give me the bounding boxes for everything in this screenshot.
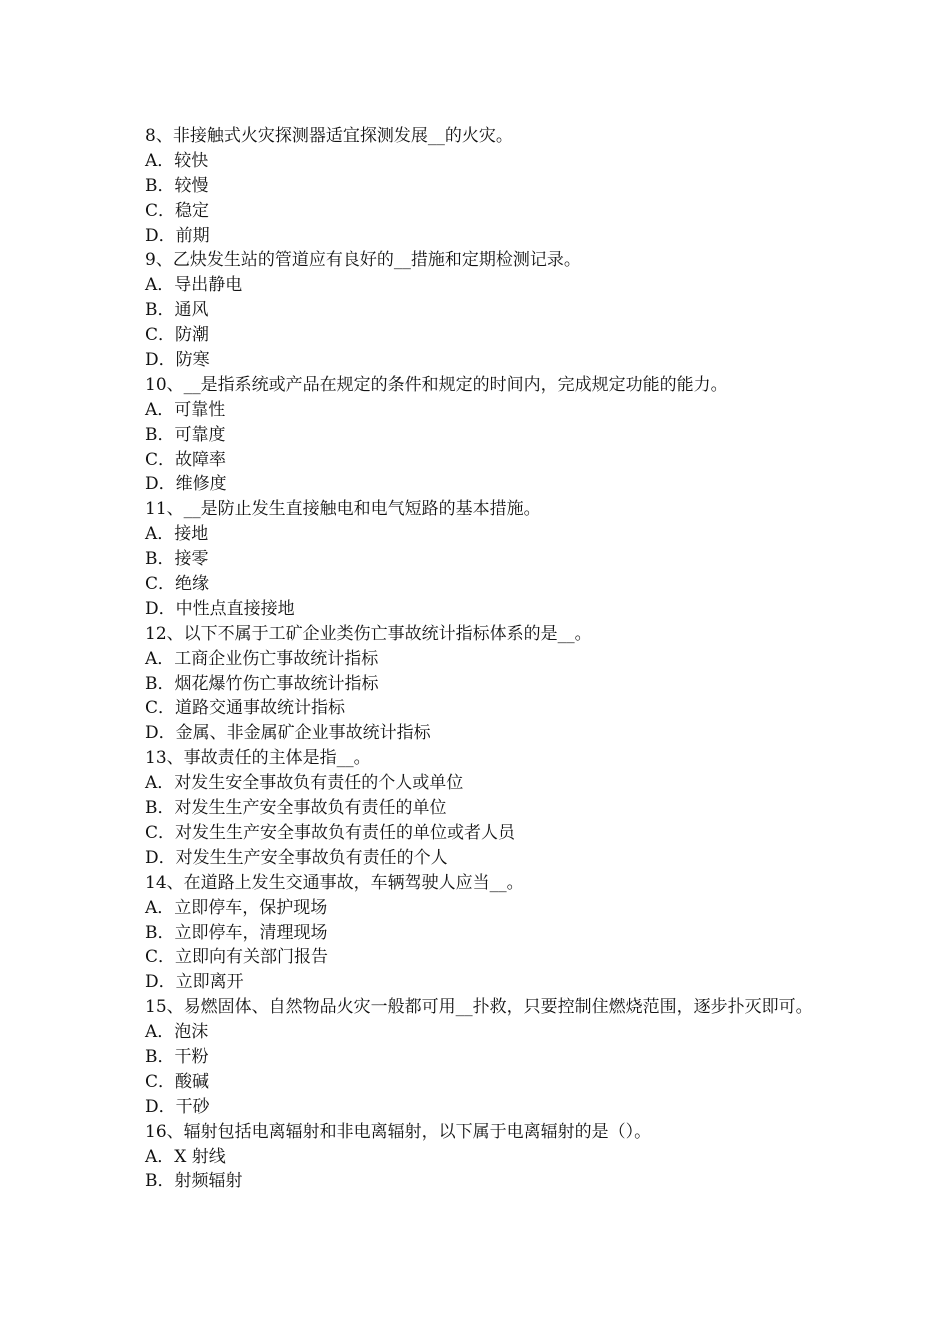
question-15 xyxy=(145,995,813,1119)
option-a: A．导出静电 xyxy=(145,275,243,296)
question-16 xyxy=(145,1120,813,1195)
question-stem: 14、在道路上发生交通事故，车辆驾驶人应当__。 xyxy=(145,872,524,893)
option-c: C．稳定 xyxy=(145,200,210,221)
question-list xyxy=(145,124,813,1194)
option-d: D．前期 xyxy=(145,225,210,246)
option-d: D．金属、非金属矿企业事故统计指标 xyxy=(145,723,431,744)
option-d: D．立即离开 xyxy=(145,972,244,993)
option-a: A．立即停车，保护现场 xyxy=(145,897,328,918)
option-c: C．故障率 xyxy=(145,449,227,470)
option-d: D．干砂 xyxy=(145,1096,210,1117)
option-c: C．绝缘 xyxy=(145,574,210,595)
option-b: B．通风 xyxy=(145,300,209,321)
option-d: D．防寒 xyxy=(145,350,210,371)
option-b: B．立即停车，清理现场 xyxy=(145,922,328,943)
option-a: A．对发生安全事故负有责任的个人或单位 xyxy=(145,773,464,794)
option-d: D．中性点直接接地 xyxy=(145,598,295,619)
question-14 xyxy=(145,871,813,995)
question-11 xyxy=(145,497,813,621)
option-b: B．干粉 xyxy=(145,1046,209,1067)
question-8 xyxy=(145,124,813,248)
option-c: C．防潮 xyxy=(145,325,210,346)
option-d: D．对发生生产安全事故负有责任的个人 xyxy=(145,847,448,868)
question-stem: 15、易燃固体、自然物品火灾一般都可用__扑救，只要控制住燃烧范围，逐步扑灭即可。 xyxy=(145,997,813,1018)
question-stem: 10、__是指系统或产品在规定的条件和规定的时间内，完成规定功能的能力。 xyxy=(145,374,728,395)
question-stem: 9、乙炔发生站的管道应有良好的__措施和定期检测记录。 xyxy=(145,250,581,271)
option-a: A．工商企业伤亡事故统计指标 xyxy=(145,648,379,669)
option-a: A．接地 xyxy=(145,524,209,545)
question-stem: 16、辐射包括电离辐射和非电离辐射，以下属于电离辐射的是（）。 xyxy=(145,1121,652,1142)
question-12 xyxy=(145,622,813,746)
option-b: B．对发生生产安全事故负有责任的单位 xyxy=(145,798,447,819)
option-a: A．泡沫 xyxy=(145,1022,209,1043)
option-a: A．可靠性 xyxy=(145,399,226,420)
option-c: C．立即向有关部门报告 xyxy=(145,947,329,968)
question-stem: 12、以下不属于工矿企业类伤亡事故统计指标体系的是__。 xyxy=(145,623,592,644)
option-b: B．较慢 xyxy=(145,175,209,196)
option-c: C．酸碱 xyxy=(145,1071,210,1092)
option-c: C．对发生生产安全事故负有责任的单位或者人员 xyxy=(145,822,516,843)
question-stem: 13、事故责任的主体是指__。 xyxy=(145,748,371,769)
option-a: A．较快 xyxy=(145,150,209,171)
option-b: B．可靠度 xyxy=(145,424,226,445)
question-13 xyxy=(145,746,813,870)
option-d: D．维修度 xyxy=(145,474,227,495)
option-a: A．X 射线 xyxy=(145,1146,226,1167)
option-b: B．烟花爆竹伤亡事故统计指标 xyxy=(145,673,379,694)
option-b: B．射频辐射 xyxy=(145,1171,243,1192)
option-c: C．道路交通事故统计指标 xyxy=(145,698,346,719)
question-stem: 11、__是防止发生直接触电和电气短路的基本措施。 xyxy=(145,499,541,520)
question-9 xyxy=(145,248,813,372)
question-stem: 8、非接触式火灾探测器适宜探测发展__的火灾。 xyxy=(145,126,513,146)
option-b: B．接零 xyxy=(145,549,209,570)
question-10 xyxy=(145,373,813,497)
